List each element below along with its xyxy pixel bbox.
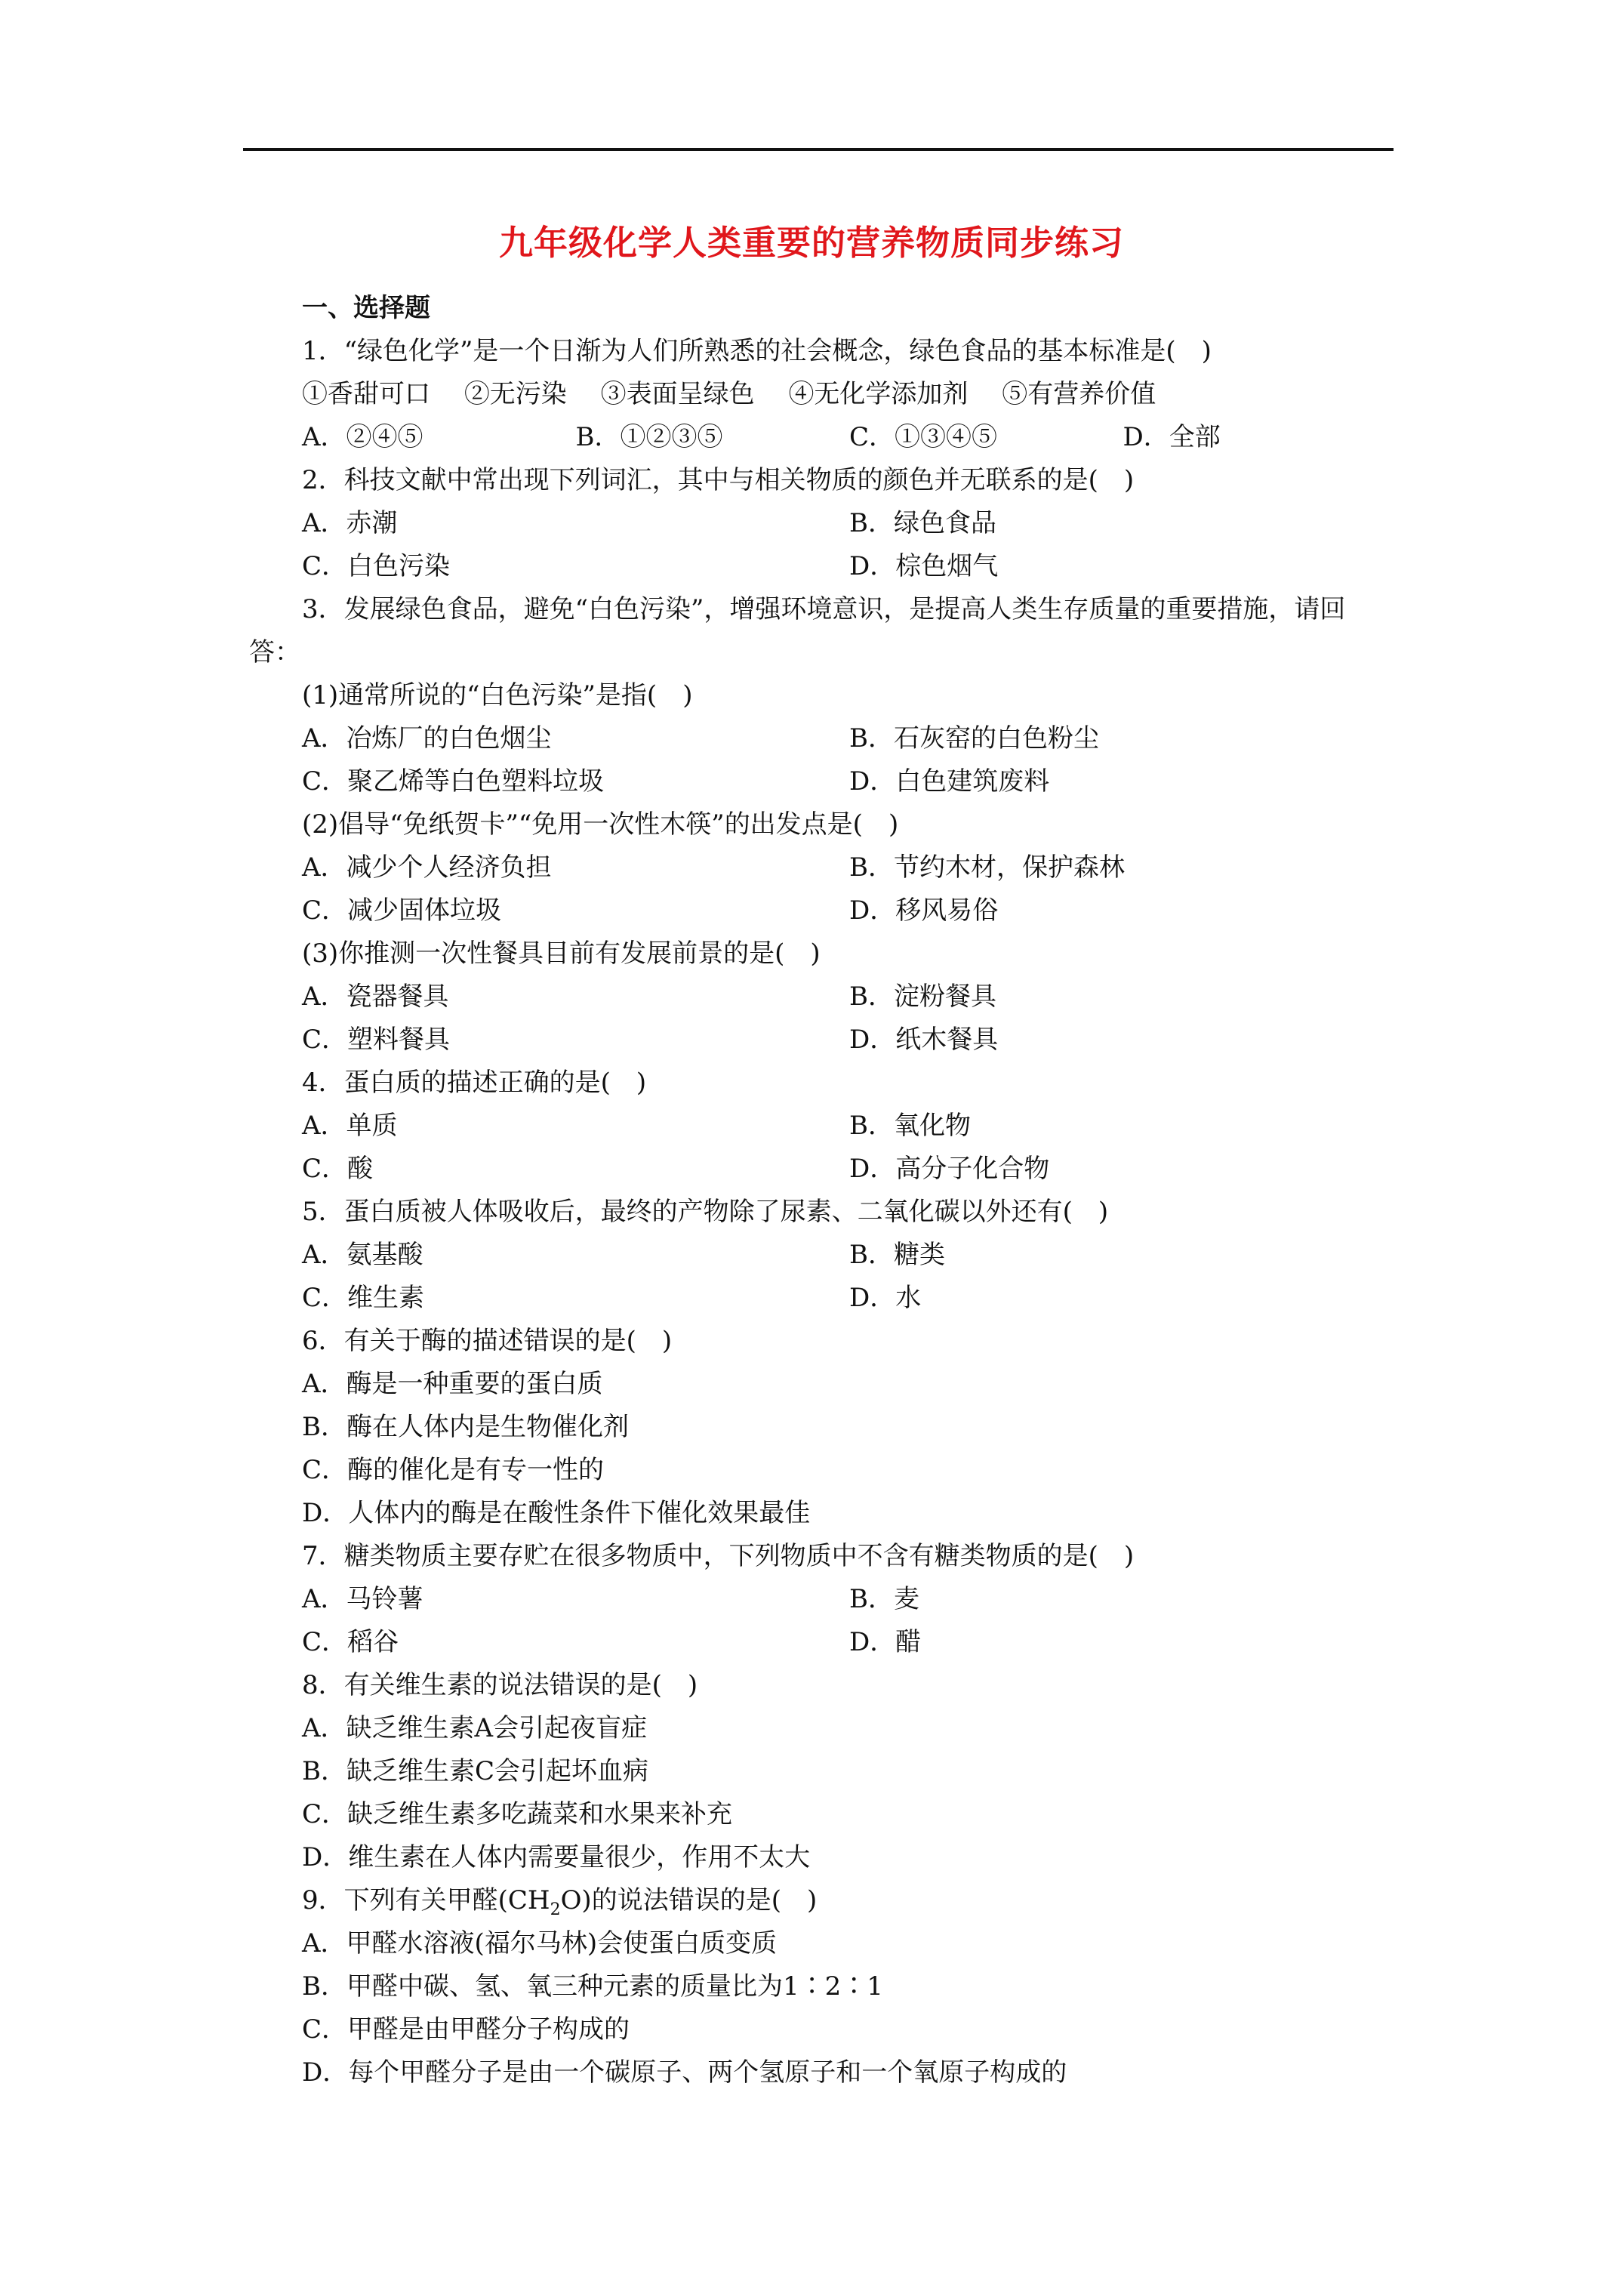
question-4-options-row1 (249, 1105, 1397, 1148)
option-d: D．白色建筑废料 (849, 766, 1050, 797)
option-b: B．缺乏维生素C会引起坏血病 (302, 1756, 648, 1786)
item: ②无污染 (463, 379, 567, 409)
item: ④无化学添加剂 (788, 379, 969, 409)
question-2-options-row2 (249, 545, 1397, 588)
question-3-stem: 3．发展绿色食品，避免“白色污染”，增强环境意识，是提高人类生存质量的重要措施，请回答： (249, 594, 1346, 667)
option-a: A．缺乏维生素A会引起夜盲症 (302, 1713, 648, 1743)
option-a: A．减少个人经济负担 (302, 852, 552, 883)
stem-text: O)的说法错误的是( ) (560, 1885, 818, 1915)
option-a: A．酶是一种重要的蛋白质 (302, 1369, 603, 1399)
worksheet-body (249, 287, 1397, 2094)
question-2-options-row1 (249, 502, 1397, 545)
question-3-1-stem: (1)通常所说的“白色污染”是指( ) (302, 680, 693, 710)
option-d: D．醋 (849, 1627, 922, 1657)
option-c: C．缺乏维生素多吃蔬菜和水果来补充 (302, 1799, 733, 1829)
option-b: B．淀粉餐具 (849, 982, 996, 1012)
option-c: C．酸 (302, 1154, 374, 1184)
question-4-options-row2 (249, 1148, 1397, 1191)
option-c: C．①③④⑤ (849, 422, 998, 452)
option-a: A．甲醛水溶液(福尔马林)会使蛋白质变质 (302, 1928, 778, 1959)
option-d: D．移风易俗 (849, 895, 999, 926)
question-7-options-row1 (249, 1578, 1397, 1621)
option-d: D．高分子化合物 (849, 1154, 1050, 1184)
option-c: C．聚乙烯等白色塑料垃圾 (302, 766, 605, 797)
option-c: C．甲醛是由甲醛分子构成的 (302, 2014, 630, 2045)
option-a: A．马铃薯 (302, 1584, 423, 1614)
option-c: C．塑料餐具 (302, 1025, 451, 1055)
option-d: D．人体内的酶是在酸性条件下催化效果最佳 (302, 1498, 811, 1528)
question-7-stem: 7．糖类物质主要存贮在很多物质中，下列物质中不含有糖类物质的是( ) (302, 1541, 1135, 1571)
question-3-1-options-row1 (249, 717, 1397, 760)
option-a: A．赤潮 (302, 508, 398, 538)
question-6-stem: 6．有关于酶的描述错误的是( ) (302, 1326, 673, 1356)
option-d: D．纸木餐具 (849, 1025, 999, 1055)
option-b: B．麦 (849, 1584, 919, 1614)
question-8-stem: 8．有关维生素的说法错误的是( ) (302, 1670, 698, 1700)
question-3-2-options-row2 (249, 889, 1397, 932)
question-3-3-options-row2 (249, 1019, 1397, 1062)
option-a: A．单质 (302, 1111, 398, 1141)
question-3-3-stem: (3)你推测一次性餐具目前有发展前景的是( ) (302, 938, 821, 969)
question-5-stem: 5．蛋白质被人体吸收后，最终的产物除了尿素、二氧化碳以外还有( ) (302, 1197, 1109, 1227)
option-b: B．甲醛中碳、氢、氧三种元素的质量比为1∶2∶1 (302, 1971, 883, 2002)
option-d: D．棕色烟气 (849, 551, 999, 581)
stem-text: 9．下列有关甲醛(CH (302, 1885, 550, 1915)
question-2-stem: 2．科技文献中常出现下列词汇，其中与相关物质的颜色并无联系的是( ) (302, 465, 1135, 495)
option-b: B．糖类 (849, 1240, 945, 1270)
option-d: D．水 (849, 1283, 922, 1313)
option-d: D．维生素在人体内需要量很少，作用不太大 (302, 1842, 811, 1872)
page-title: 九年级化学人类重要的营养物质同步练习 (498, 223, 1124, 263)
item: ⑤有营养价值 (1002, 379, 1156, 409)
option-a: A．瓷器餐具 (302, 982, 449, 1012)
question-9-stem (249, 1879, 1397, 1922)
option-b: B．绿色食品 (849, 508, 996, 538)
option-a: A．氨基酸 (302, 1240, 423, 1270)
option-c: C．减少固体垃圾 (302, 895, 502, 926)
option-b: B．石灰窑的白色粉尘 (849, 723, 1099, 754)
option-a: A．冶炼厂的白色烟尘 (302, 723, 552, 754)
option-a: A．②④⑤ (302, 422, 423, 452)
option-d: D．每个甲醛分子是由一个碳原子、两个氢原子和一个氧原子构成的 (302, 2057, 1067, 2088)
question-3-2-options-row1 (249, 846, 1397, 889)
question-3-3-options-row1 (249, 975, 1397, 1019)
question-1-options (249, 416, 1397, 459)
option-c: C．稻谷 (302, 1627, 399, 1657)
question-3-2-stem: (2)倡导“免纸贺卡”“免用一次性木筷”的出发点是( ) (302, 809, 899, 840)
question-3-1-options-row2 (249, 760, 1397, 803)
question-4-stem: 4．蛋白质的描述正确的是( ) (302, 1068, 647, 1098)
question-5-options-row1 (249, 1234, 1397, 1277)
item: ③表面呈绿色 (600, 379, 755, 409)
item: ①香甜可口 (302, 379, 430, 409)
section-heading: 一、选择题 (302, 293, 430, 323)
option-c: C．维生素 (302, 1283, 425, 1313)
option-b: B．酶在人体内是生物催化剂 (302, 1412, 629, 1442)
option-c: C．酶的催化是有专一性的 (302, 1455, 605, 1485)
option-b: B．氧化物 (849, 1111, 971, 1141)
subscript: 2 (550, 1900, 561, 1919)
question-1-stem: 1．“绿色化学”是一个日渐为人们所熟悉的社会概念，绿色食品的基本标准是( ) (302, 336, 1212, 366)
question-7-options-row2 (249, 1621, 1397, 1664)
option-d: D．全部 (1123, 422, 1221, 452)
question-5-options-row2 (249, 1277, 1397, 1320)
option-b: B．①②③⑤ (575, 422, 723, 452)
question-1-items (249, 373, 1397, 416)
option-c: C．白色污染 (302, 551, 451, 581)
option-b: B．节约木材，保护森林 (849, 852, 1125, 883)
header-rule (243, 148, 1394, 151)
